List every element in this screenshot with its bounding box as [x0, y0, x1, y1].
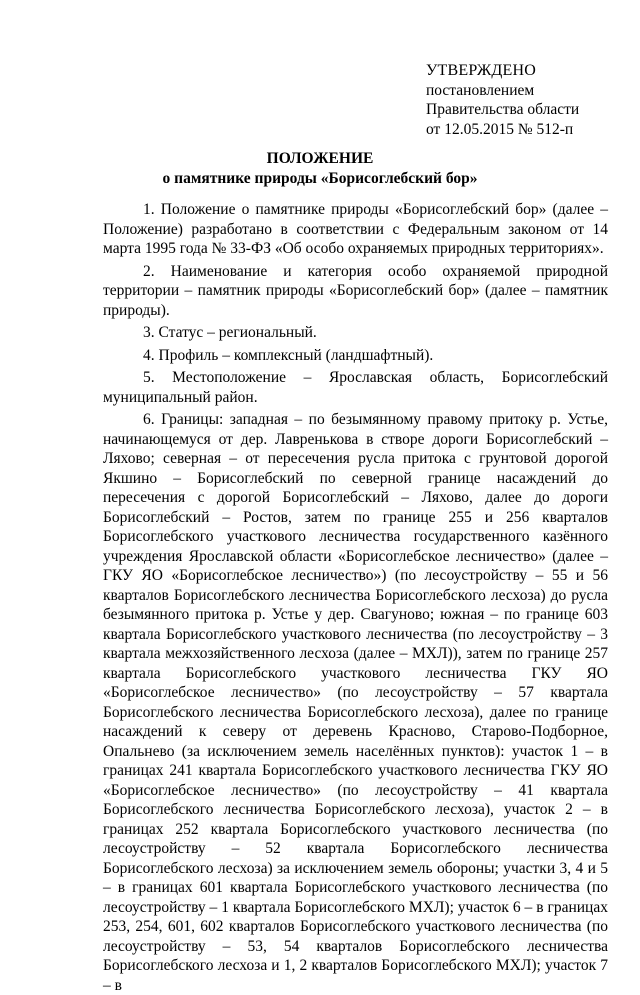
- paragraph-3: 3. Статус – региональный.: [143, 324, 317, 341]
- document-title: [0, 149, 640, 188]
- document-body: [103, 200, 608, 995]
- paragraph-5: 5. Местоположение – Ярославская область, Борисоглебский муниципальный район.: [103, 369, 608, 406]
- document-heading: ПОЛОЖЕНИЕ: [266, 150, 374, 167]
- paragraph-1: 1. Положение о памятнике природы «Борисоглебский бор» (далее – Положение) разработано в соответствии с Федеральным законом от 14 марта 1995 года № 33-ФЗ «Об особо охраняемых природных территориях».: [103, 201, 608, 257]
- approval-stamp: [426, 61, 579, 139]
- approval-line-government: Правительства области: [426, 101, 580, 118]
- paragraph-4: 4. Профиль – комплексный (ландшафтный).: [143, 346, 434, 364]
- paragraph-6: 6. Границы: западная – по безымянному правому притоку р. Устье, начинающемуся от дер. Лавренькова в створе дороги Борисоглебский – Ляхово; северная – от пересечения русла притока с грунтовой дорогой Якшино – Борисоглебский по северной границе насаждений до пересечения с дорогой Борисоглебский – Ляхово, далее до дороги Борисоглебский – Ростов, затем по границе 255 и 256 кварталов Борисоглебского участкового лесничества государственного казённого учреждения Ярославской области «Борисоглебское лесничество» (далее – ГКУ ЯО «Борисоглебское лесничество») (по лесоустройству – 55 и 56 кварталов Борисоглебского лесничества Борисоглебского лесхоза) до русла безымянного притока р. Устье у дер. Свагуново; южная – по границе 603 квартала Борисоглебского участкового лесничества (по лесоустройству – 3 квартала межхозяйственного лесхоза (далее – МХЛ)), затем по границе 257 квартала Борисоглебского участкового лесничества ГКУ ЯО «Борисоглебское лесничество» (по лесоустройству – 57 квартала Борисоглебского лесничества Борисоглебского лесхоза), далее по границе насаждений к северу от деревень Красново, Старово-Подборное, Опальнево (за исключением земель населённых пунктов): участок 1 – в границах 241 квартала Борисоглебского участкового лесничества ГКУ ЯО «Борисоглебское лесничество» (по лесоустройству – 41 квартала Борисоглебского лесничества Борисоглебского лесхоза), участок 2 – в границах 252 квартала Борисоглебского участкового лесничества (по лесоустройству – 52 квартала Борисоглебского лесничества Борисоглебского лесхоза) за исключением земель обороны; участки 3, 4 и 5 – в границах 601 квартала Борисоглебского участкового лесничества (по лесоустройству – 1 квартала Борисоглебского МХЛ); участок 6 – в границах 253, 254, 601, 602 кварталов Борисоглебского участкового лесничества (по лесоустройству – 53, 54 кварталов Борисоглебского лесничества Борисоглебского лесхоза и 1, 2 кварталов Борисоглебского МХЛ); участок 7 – в: [103, 411, 608, 994]
- paragraph-2: 2. Наименование и категория особо охраняемой природной территории – памятник природы «Борисоглебский бор» (далее – памятник природы).: [103, 262, 608, 319]
- approval-line-date-number: от 12.05.2015 № 512-п: [426, 120, 574, 138]
- document-subheading: о памятнике природы «Борисоглебский бор»: [162, 169, 478, 187]
- approval-heading: УТВЕРЖДЕНО: [426, 62, 537, 79]
- approval-line-decree: постановлением: [426, 81, 535, 99]
